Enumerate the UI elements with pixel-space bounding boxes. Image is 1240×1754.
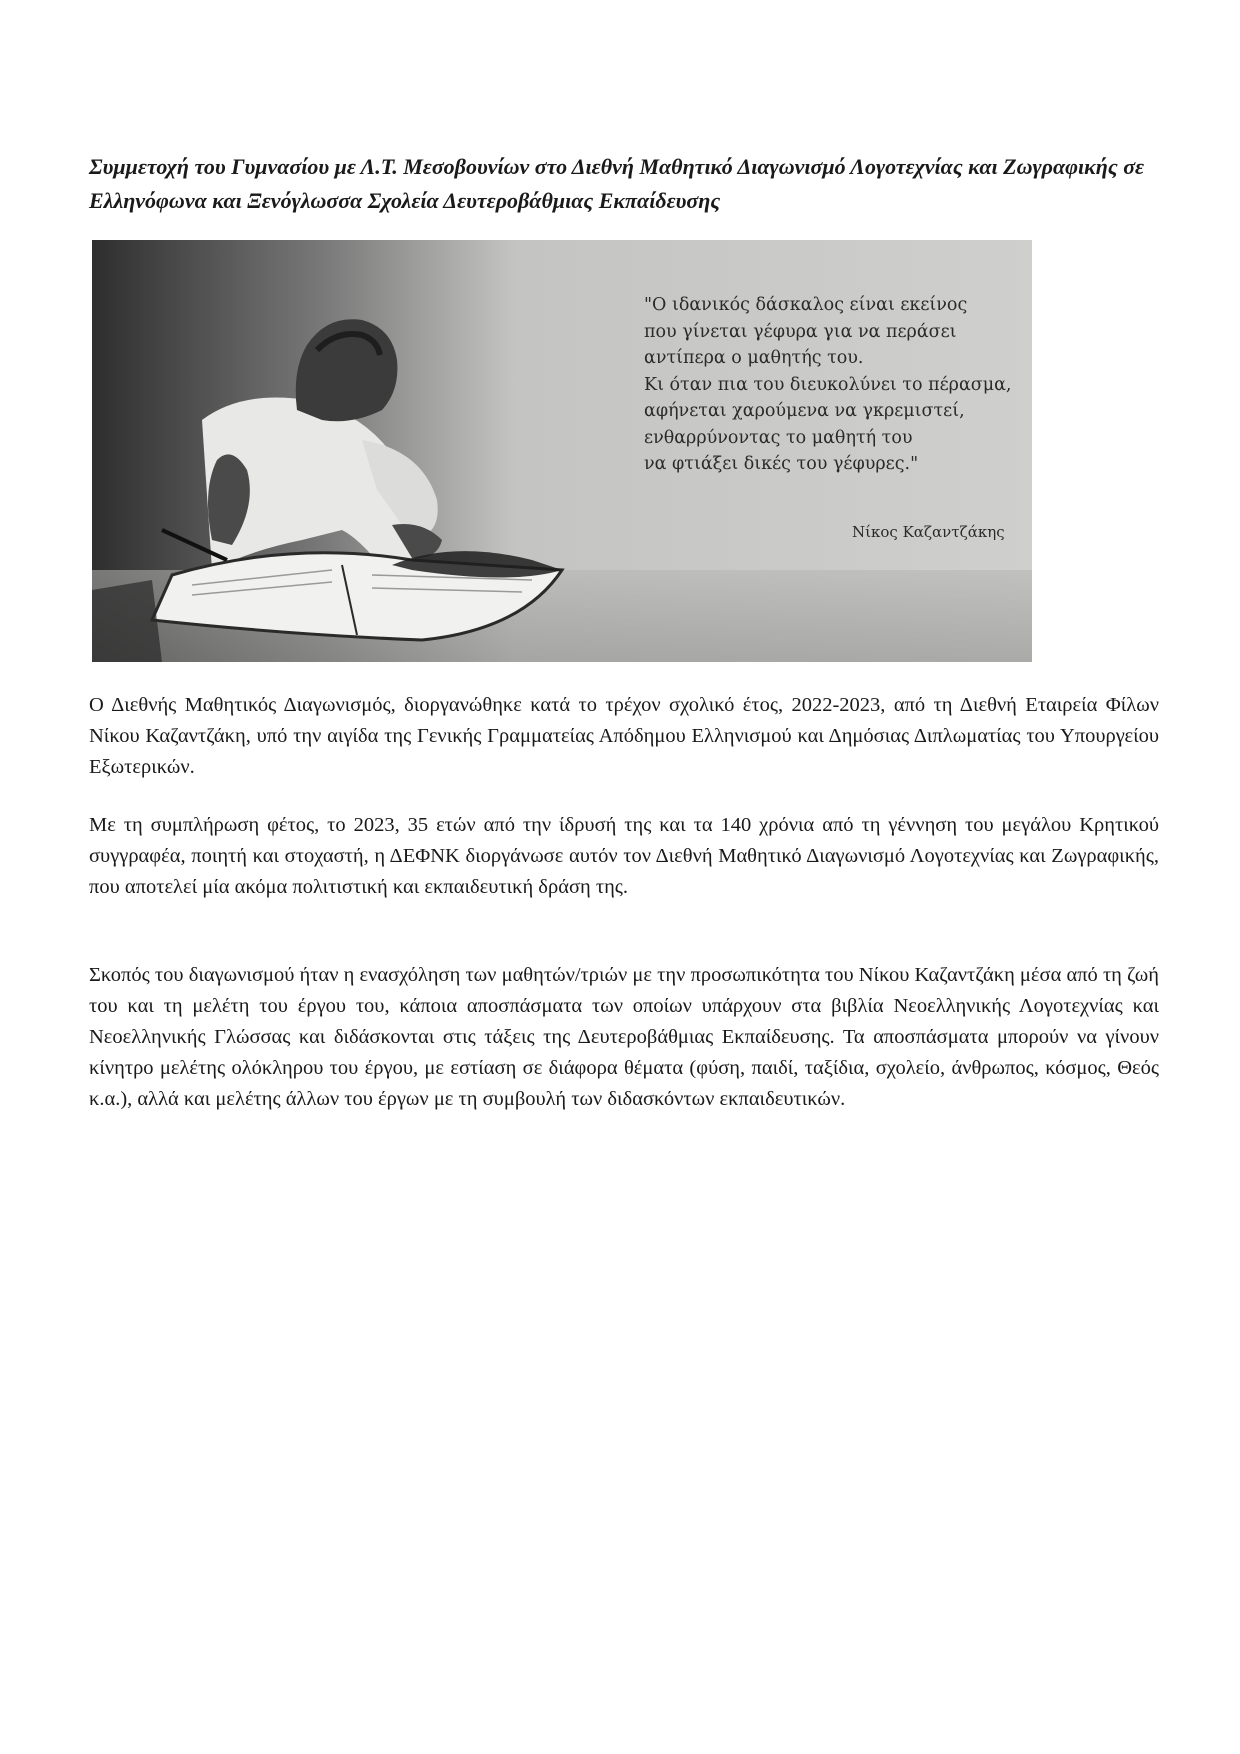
quote-line: αφήνεται χαρούμενα να γκρεμιστεί, (644, 401, 965, 421)
quote-line: Κι όταν πια του διευκολύνει το πέρασμα, (644, 374, 1012, 395)
quote-author: Νίκος Καζαντζάκης (852, 523, 1005, 541)
quote-line: που γίνεται γέφυρα για να περάσει (644, 321, 957, 342)
paragraph-organization: Ο Διεθνής Μαθητικός Διαγωνισμός, διοργανώθηκε κατά το τρέχον σχολικό έτος, 2022-2023, από τη Διεθνή Εταιρεία Φίλων Νίκου Καζαντζάκη, υπό την αιγίδα της Γενικής Γραμματείας Απόδημου Ελληνισμού και Δημόσιας Διπλωματίας του Υπουργείου Εξωτερικών. (89, 694, 1159, 778)
quote-line: αντίπερα ο μαθητής του. (644, 348, 864, 368)
kazantzakis-photo (92, 240, 1032, 662)
paragraph-purpose: Σκοπός του διαγωνισμού ήταν η ενασχόληση των μαθητών/τριών με την προσωπικότητα του Νίκου Καζαντζάκη μέσα από τη ζωή του και τη μελέτη του έργου του, κάποια αποσπάσματα των οποίων υπάρχουν στα βιβλία Νεοελληνικής Λογοτεχνίας και Νεοελληνικής Γλώσσας και διδάσκονται στις τάξεις της Δευτεροβάθμιας Εκπαίδευσης. Τα αποσπάσματα μπορούν να γίνουν κίνητρο μελέτης ολόκληρου του έργου, με εστίαση σε διάφορα θέματα (φύση, παιδί, ταξίδια, σχολείο, άνθρωπος, κόσμος, Θεός κ.α.), αλλά και μελέτης άλλων του έργων με τη συμβουλή των διδασκόντων εκπαιδευτικών. (89, 964, 1159, 1110)
paragraph-anniversary: Με τη συμπλήρωση φέτος, το 2023, 35 ετών από την ίδρυσή της και τα 140 χρόνια από τη γέννηση του μεγάλου Κρητικού συγγραφέα, ποιητή και στοχαστή, η ΔΕΦΝΚ διοργάνωσε αυτόν τον Διεθνή Μαθητικό Διαγωνισμό Λογοτεχνίας και Ζωγραφικής, που αποτελεί μία ακόμα πολιτιστική και εκπαιδευτική δράση της. (89, 814, 1159, 898)
quote-line: "Ο ιδανικός δάσκαλος είναι εκείνος (644, 295, 968, 315)
quote-line: ενθαρρύνοντας το μαθητή του (644, 427, 913, 448)
quote-line: να φτιάξει δικές του γέφυρες." (644, 454, 919, 474)
document-title: Συμμετοχή του Γυμνασίου με Λ.Τ. Μεσοβουνίων στο Διεθνή Μαθητικό Διαγωνισμό Λογοτεχνίας και Ζωγραφικής σε Ελληνόφωνα και Ξενόγλωσσα Σχολεία Δευτεροβάθμιας Εκπαίδευσης (89, 154, 1145, 213)
kazantzakis-quote (644, 292, 1024, 478)
